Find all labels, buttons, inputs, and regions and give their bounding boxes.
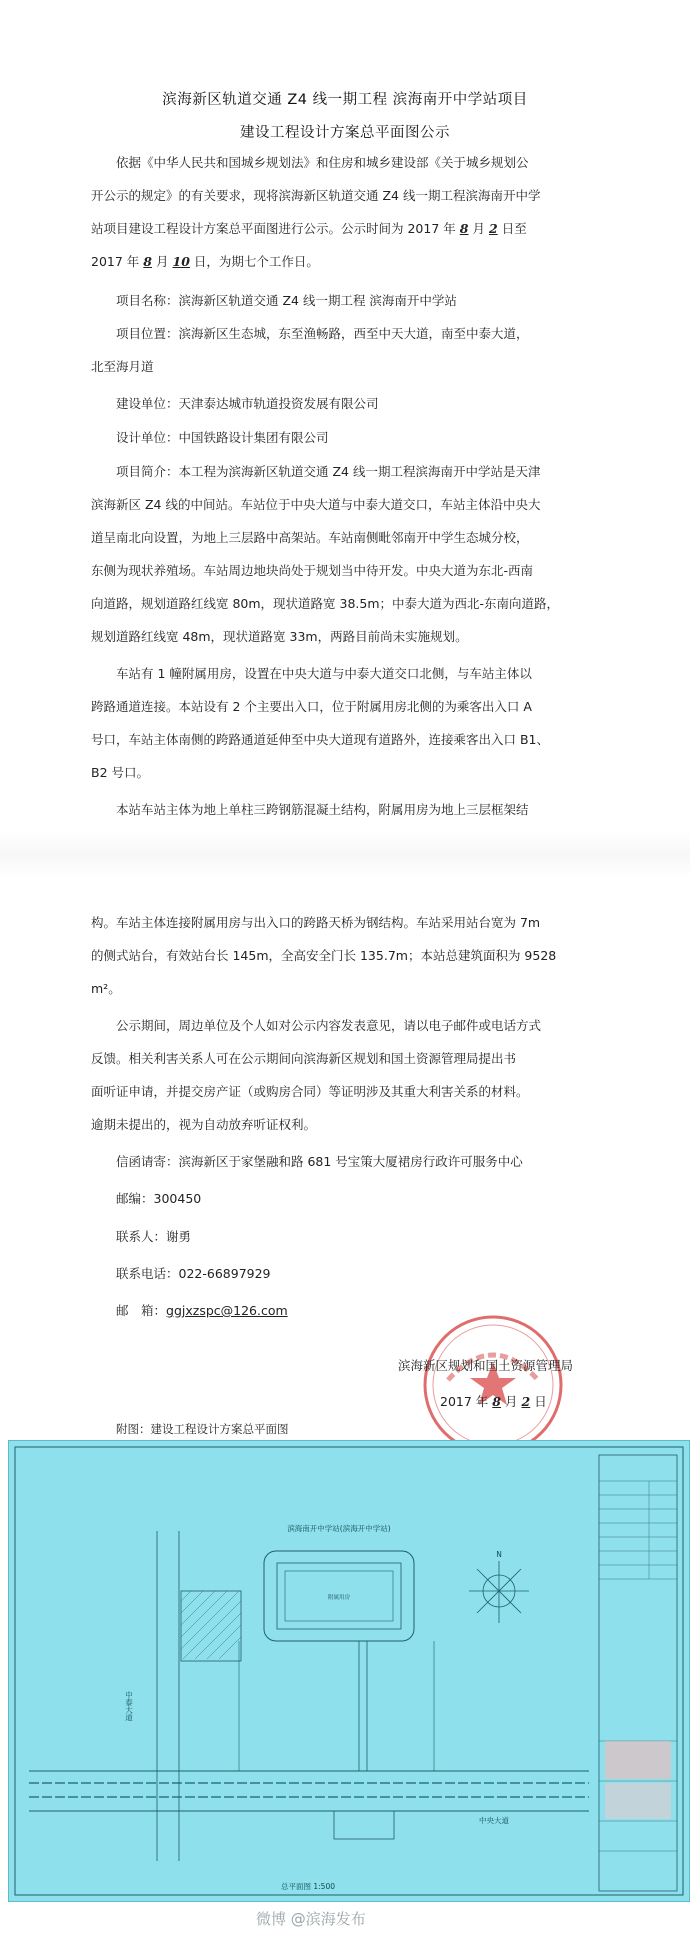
document-title-line2: 建设工程设计方案总平面图公示 <box>240 125 450 141</box>
month1-handwritten: 8 <box>459 221 469 236</box>
document-title-line1: 滨海新区轨道交通 Z4 线一期工程 滨海南开中学站项目 <box>162 92 528 108</box>
summary-line: 滨海新区 Z4 线的中间站。车站位于中央大道与中泰大道交口，车站主体沿中央大 <box>91 497 541 512</box>
official-seal <box>418 1310 568 1460</box>
plan-road-label: 中央大道 <box>479 1816 509 1825</box>
intro-text-h: 日，为期七个工作日。 <box>193 254 319 269</box>
project-name: 项目名称：滨海新区轨道交通 Z4 线一期工程 滨海南开中学站 <box>116 293 457 308</box>
issue-date <box>440 1392 547 1410</box>
designer: 设计单位：中国铁路设计集团有限公司 <box>116 430 329 445</box>
issue-year: 2017 年 <box>440 1394 489 1409</box>
day1-handwritten: 2 <box>488 221 498 236</box>
email-link[interactable]: ggjxzspc@126.com <box>166 1303 288 1318</box>
issue-day-label: 日 <box>534 1394 547 1409</box>
notice-line: 面听证申请，并提交房产证（或购房合同）等证明涉及其重大利害关系的材料。 <box>91 1084 529 1099</box>
day2-handwritten: 10 <box>172 254 190 269</box>
notice-line: 反馈。相关利害关系人可在公示期间向滨海新区规划和国土资源管理局提出书 <box>91 1051 517 1066</box>
postcode-row <box>116 1189 201 1207</box>
postcode-label: 邮编： <box>116 1191 154 1206</box>
phone-label: 联系电话： <box>116 1266 179 1281</box>
intro-text-f: 2017 年 <box>91 254 140 269</box>
summary-line: 东侧为现状养殖场。车站周边地块尚处于规划当中待开发。中央大道为东北-西南 <box>91 563 534 578</box>
contact-label: 联系人： <box>116 1229 167 1244</box>
summary-line: 项目简介：本工程为滨海新区轨道交通 Z4 线一期工程滨海南开中学站是天津 <box>116 464 541 479</box>
contact-value: 谢勇 <box>166 1229 192 1244</box>
attachment-caption: 附图：建设工程设计方案总平面图 <box>116 1422 289 1436</box>
project-location-line1: 项目位置：滨海新区生态城，东至渔畅路，西至中天大道，南至中泰大道， <box>116 326 529 341</box>
north-label: N <box>496 1550 502 1559</box>
postcode-value: 300450 <box>153 1191 202 1206</box>
structure-line: 构。车站主体连接附属用房与出入口的跨路天桥为钢结构。车站采用站台宽为 7m <box>91 915 541 930</box>
structure-line1: 本站车站主体为地上单柱三跨钢筋混凝土结构，附属用房为地上三层框架结 <box>116 802 529 817</box>
page-gap <box>0 830 690 878</box>
intro-line2: 开公示的规定》的有关要求，现将滨海新区轨道交通 Z4 线一期工程滨海南开中学 <box>91 188 541 203</box>
intro-text-d: 月 <box>472 221 485 236</box>
month2-handwritten: 8 <box>143 254 152 269</box>
notice-line: 公示期间，周边单位及个人如对公示内容发表意见，请以电子邮件或电话方式 <box>116 1018 542 1033</box>
summary-line: 道呈南北向设置，为地上三层路中高架站。车站南侧毗邻南开中学生态城分校， <box>91 530 529 545</box>
intro-line4 <box>91 252 319 270</box>
mail-address: 信函请寄：滨海新区于家堡融和路 681 号宝策大厦裙房行政许可服务中心 <box>116 1154 523 1169</box>
structure-line: m²。 <box>91 981 121 996</box>
building-line: 跨路通道连接。本站设有 2 个主要出入口，位于附属用房北侧的为乘客出入口 A <box>91 699 532 714</box>
building-line: 车站有 1 幢附属用房，设置在中央大道与中泰大道交口北侧，与车站主体以 <box>116 666 532 681</box>
email-row <box>116 1301 288 1319</box>
intro-text-c: 站项目建设工程设计方案总平面图进行公示。公示时间为 2017 年 <box>91 221 456 236</box>
plan-building-label: 附属用房 <box>327 1595 351 1601</box>
issue-month-label: 月 <box>505 1394 518 1409</box>
building-line: B2 号口。 <box>91 765 150 780</box>
contact-row <box>116 1227 191 1245</box>
project-location-line2: 北至海月道 <box>91 359 154 374</box>
email-label: 邮 箱： <box>116 1303 167 1318</box>
phone-value: 022-66897929 <box>178 1266 271 1281</box>
structure-line: 的侧式站台，有效站台长 145m，全高安全门长 135.7m；本站总建筑面积为 9528 <box>91 948 557 963</box>
plan-scale-label: 总平面图 1:500 <box>281 1882 335 1891</box>
issuer: 滨海新区规划和国土资源管理局 <box>398 1358 574 1373</box>
intro-line1: 依据《中华人民共和国城乡规划法》和住房和城乡建设部《关于城乡规划公 <box>116 155 529 170</box>
notice-line: 逾期未提出的，视为自动放弃听证权利。 <box>91 1117 317 1132</box>
plan-station-title: 滨海南开中学站(滨海开中学站) <box>287 1524 391 1533</box>
intro-text-e: 日至 <box>501 221 527 236</box>
intro-line3 <box>91 219 527 237</box>
weibo-watermark: 微博 @滨海发布 <box>256 1910 366 1928</box>
intro-text-g: 月 <box>156 254 169 269</box>
phone-row <box>116 1264 271 1282</box>
building-line: 号口，车站主体南侧的跨路通道延伸至中央大道现有道路外，连接乘客出入口 B1、 <box>91 732 550 747</box>
builder: 建设单位：天津泰达城市轨道投资发展有限公司 <box>116 396 379 411</box>
summary-line: 向道路，规划道路红线宽 80m，现状道路宽 38.5m；中泰大道为西北-东南向道路， <box>91 596 560 611</box>
site-plan-drawing <box>8 1440 690 1902</box>
plan-left-road-label: 中泰大道 <box>124 1691 134 1721</box>
issue-day-handwritten: 2 <box>521 1394 531 1409</box>
site-plan-svg <box>9 1441 689 1901</box>
issue-month-handwritten: 8 <box>492 1394 501 1409</box>
summary-line: 规划道路红线宽 48m，现状道路宽 33m，两路目前尚未实施规划。 <box>91 629 468 644</box>
